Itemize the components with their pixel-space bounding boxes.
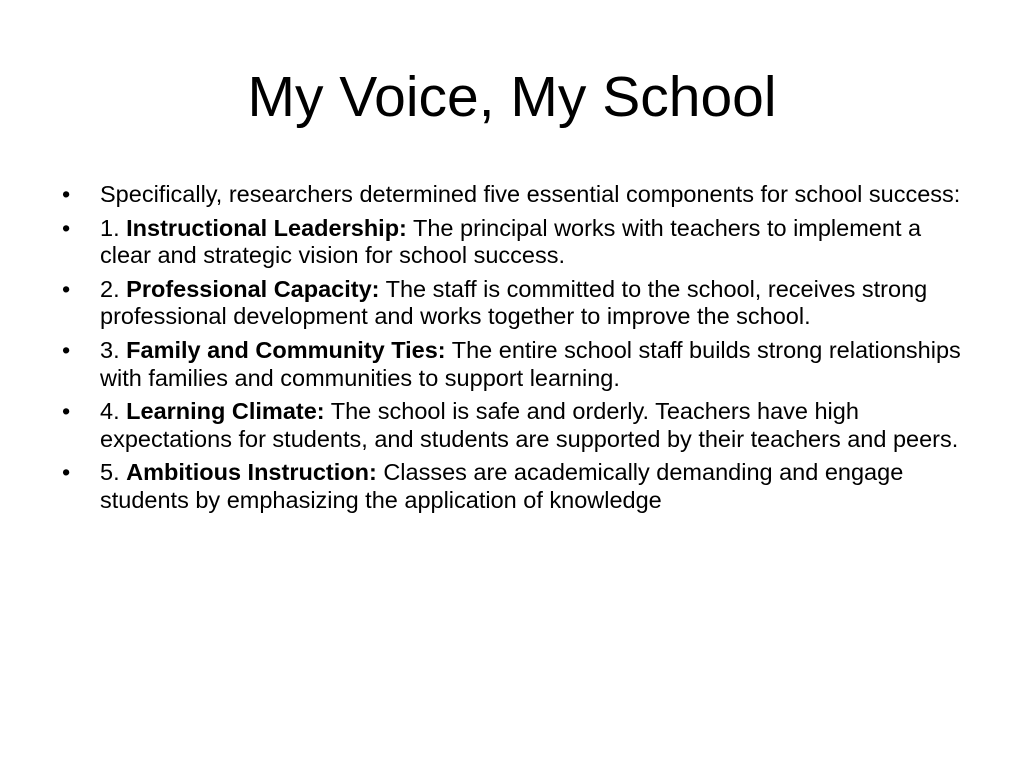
bullet-item-professional-capacity bbox=[62, 276, 972, 331]
bullet-heading: Family and Community Ties: bbox=[126, 336, 446, 363]
bullet-icon: • bbox=[62, 214, 71, 241]
bullet-number: 5. bbox=[100, 459, 127, 486]
bullet-text: The school is safe and orderly. Teachers have high expectations for students, and students are supported by their teachers and peers. bbox=[100, 398, 959, 452]
bullet-icon: • bbox=[62, 275, 71, 302]
bullet-item-ambitious-instruction bbox=[62, 459, 972, 514]
bullet-text: The entire school staff builds strong relationships with families and communities to support learning. bbox=[100, 336, 961, 391]
bullet-text: Classes are academically demanding and engage students by emphasizing the application of knowledge bbox=[100, 459, 904, 513]
bullet-heading: Ambitious Instruction: bbox=[126, 459, 377, 486]
bullet-icon: • bbox=[62, 336, 71, 363]
bullet-heading: Instructional Leadership: bbox=[126, 214, 407, 241]
bullet-item-intro bbox=[62, 181, 972, 209]
bullet-number: 4. bbox=[100, 398, 127, 425]
bullet-item-learning-climate bbox=[62, 398, 972, 453]
bullet-text: The staff is committed to the school, receives strong professional development and works together to improve the school. bbox=[100, 275, 928, 330]
bullet-number: 3. bbox=[100, 336, 127, 363]
bullet-icon: • bbox=[62, 181, 71, 207]
bullet-text: Specifically, researchers determined five essential components for school success: bbox=[100, 181, 961, 207]
bullet-number: 1. bbox=[100, 214, 127, 241]
bullet-list bbox=[62, 181, 972, 521]
bullet-icon: • bbox=[62, 398, 71, 425]
bullet-icon: • bbox=[62, 459, 71, 486]
slide-title: My Voice, My School bbox=[247, 65, 777, 129]
bullet-text: The principal works with teachers to implement a clear and strategic vision for school success. bbox=[100, 214, 922, 269]
bullet-item-family-community-ties bbox=[62, 337, 972, 392]
bullet-heading: Learning Climate: bbox=[126, 398, 325, 425]
bullet-heading: Professional Capacity: bbox=[126, 275, 380, 302]
bullet-number: 2. bbox=[100, 275, 127, 302]
bullet-item-instructional-leadership bbox=[62, 215, 972, 270]
